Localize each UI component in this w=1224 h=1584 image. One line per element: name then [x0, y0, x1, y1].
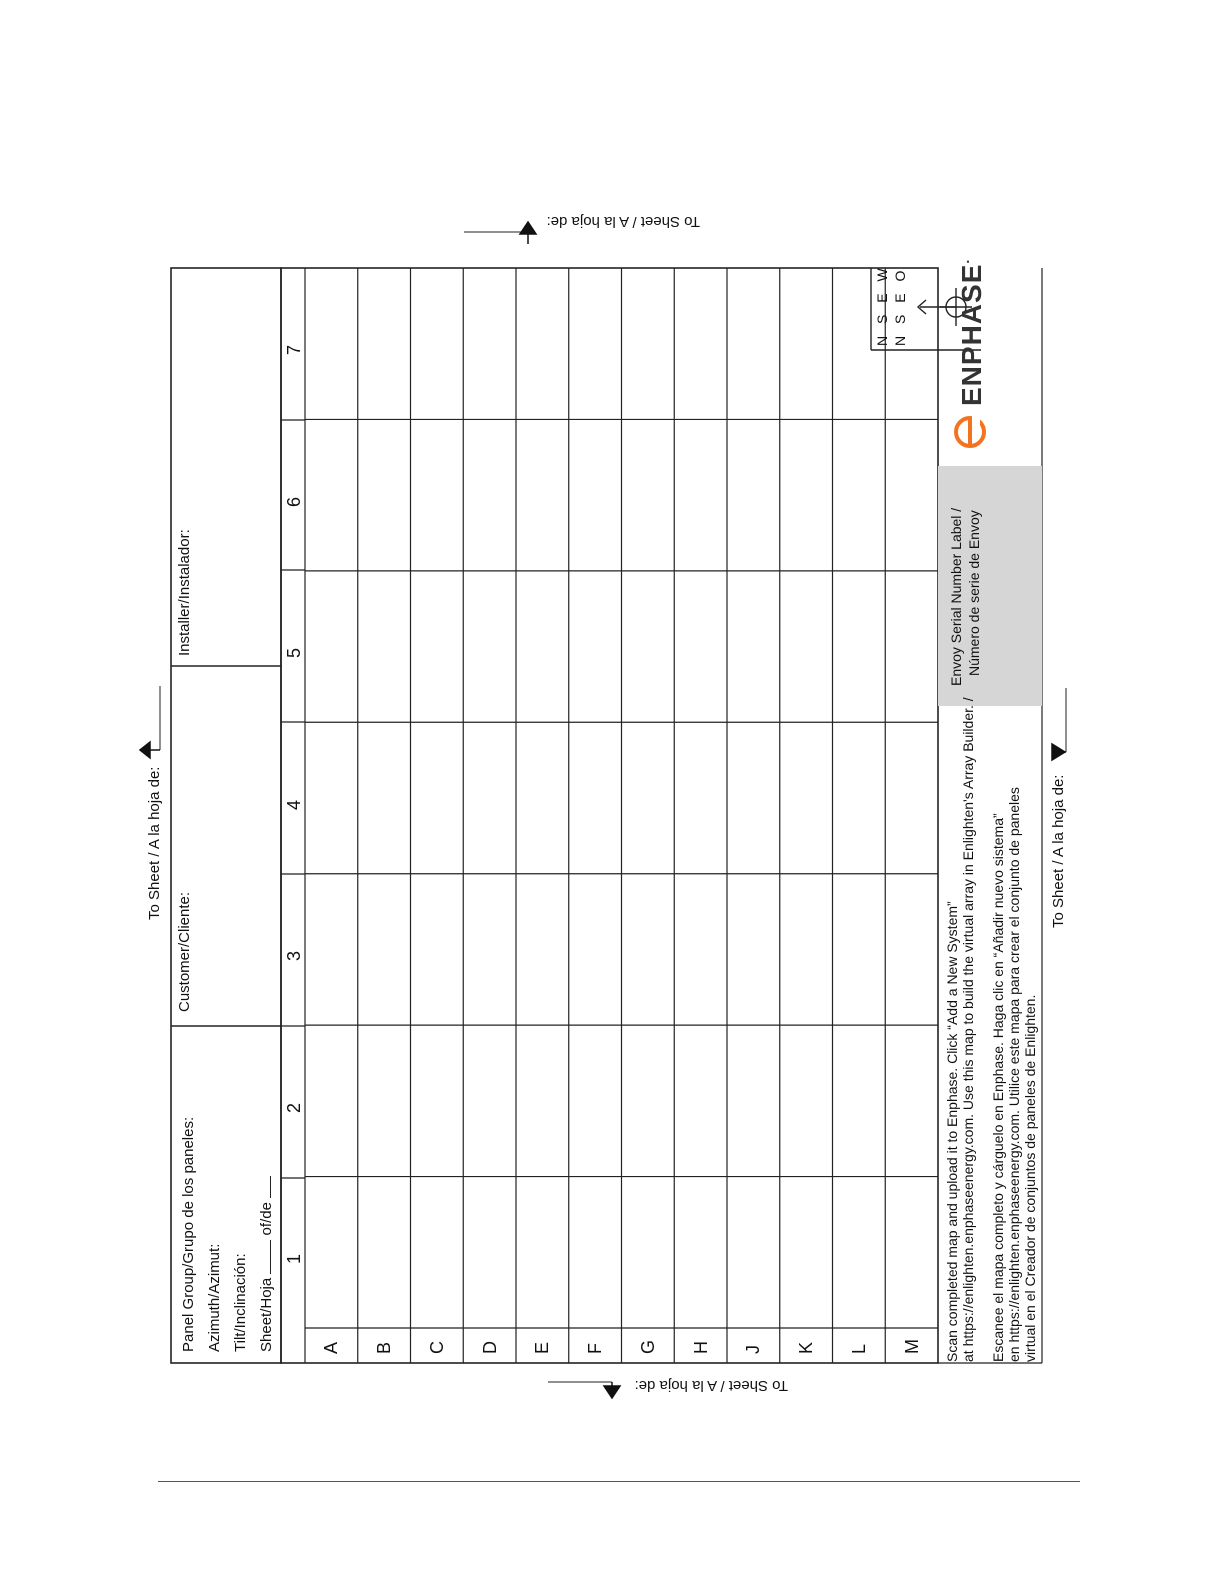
logo-mark: . — [956, 258, 972, 264]
column-label-4: 4 — [284, 799, 304, 810]
arrow-right-icon — [1052, 744, 1065, 760]
sheet-line — [258, 1176, 275, 1352]
enphase-logo-text — [956, 259, 988, 406]
row-label-g: G — [637, 1339, 658, 1354]
instructions-es-3: virtual en el Creador de conjuntos de paneles de Enlighten. — [1022, 994, 1038, 1362]
compass-row-en: N S E W — [874, 264, 890, 346]
column-label-2: 2 — [284, 1102, 304, 1113]
row-label-l: L — [848, 1343, 869, 1354]
to-sheet-left: To Sheet / A la hoja de: — [634, 1377, 788, 1394]
row-label-a: A — [321, 1341, 342, 1354]
instructions-es-1: Escanee el mapa completo y cárguelo en Enphase. Haga clic en “Añadir nuevo sistema” — [990, 813, 1006, 1362]
azimuth-label: Azimuth/Azimut: — [206, 1243, 223, 1352]
sheet-blank[interactable] — [270, 1240, 271, 1274]
row-label-j: J — [743, 1345, 764, 1354]
panel-group-label: Panel Group/Grupo de los paneles: — [180, 1116, 197, 1352]
tilt-label: Tilt/Inclinación: — [232, 1253, 249, 1352]
page-footer-rule — [158, 1481, 1080, 1482]
sheet-prefix: Sheet/Hoja — [258, 1277, 275, 1352]
column-label-1: 1 — [284, 1253, 304, 1264]
column-label-3: 3 — [284, 951, 304, 962]
serial-label-en: Envoy Serial Number Label / — [948, 507, 964, 686]
row-label-d: D — [479, 1341, 500, 1354]
instructions-es-2: en https://enlighten.enphaseenergy.com. Utilice este mapa para crear el conjunto de paneles — [1006, 787, 1022, 1362]
arrow-down-icon — [604, 1386, 620, 1398]
sheet-of: of/de — [258, 1202, 275, 1236]
serial-label-es: Número de serie de Envoy — [966, 510, 982, 676]
to-sheet-bottom: To Sheet / A la hoja de: — [1050, 774, 1067, 928]
column-label-7: 7 — [284, 345, 304, 356]
instructions-en-2: at https://enlighten.enphaseenergy.com. Use this map to build the virtual array in Enlighten's Array Builder. / — [960, 697, 976, 1362]
sheet-total-blank[interactable] — [270, 1176, 271, 1198]
to-sheet-top: To Sheet / A la hoja de: — [146, 766, 163, 920]
row-label-f: F — [585, 1343, 606, 1354]
instructions-en-1: Scan completed map and upload it to Enphase. Click “Add a New System” — [944, 901, 960, 1362]
row-label-k: K — [796, 1341, 817, 1354]
installer-label: Installer/Instalador: — [176, 529, 193, 656]
enphase-logo-icon — [950, 412, 990, 452]
logo-text: ENPHASE — [956, 263, 987, 406]
column-label-6: 6 — [284, 496, 304, 507]
arrow-up-icon — [520, 222, 536, 234]
row-label-h: H — [690, 1341, 711, 1354]
row-label-c: C — [426, 1341, 447, 1354]
to-sheet-right: To Sheet / A la hoja de: — [546, 213, 700, 230]
row-label-e: E — [532, 1341, 553, 1354]
arrow-left-icon — [140, 742, 150, 758]
row-label-b: B — [374, 1341, 395, 1354]
compass-row-es: N S E O — [892, 266, 908, 346]
column-label-5: 5 — [284, 648, 304, 659]
row-label-m: M — [901, 1339, 922, 1354]
customer-label: Customer/Cliente: — [176, 891, 193, 1012]
